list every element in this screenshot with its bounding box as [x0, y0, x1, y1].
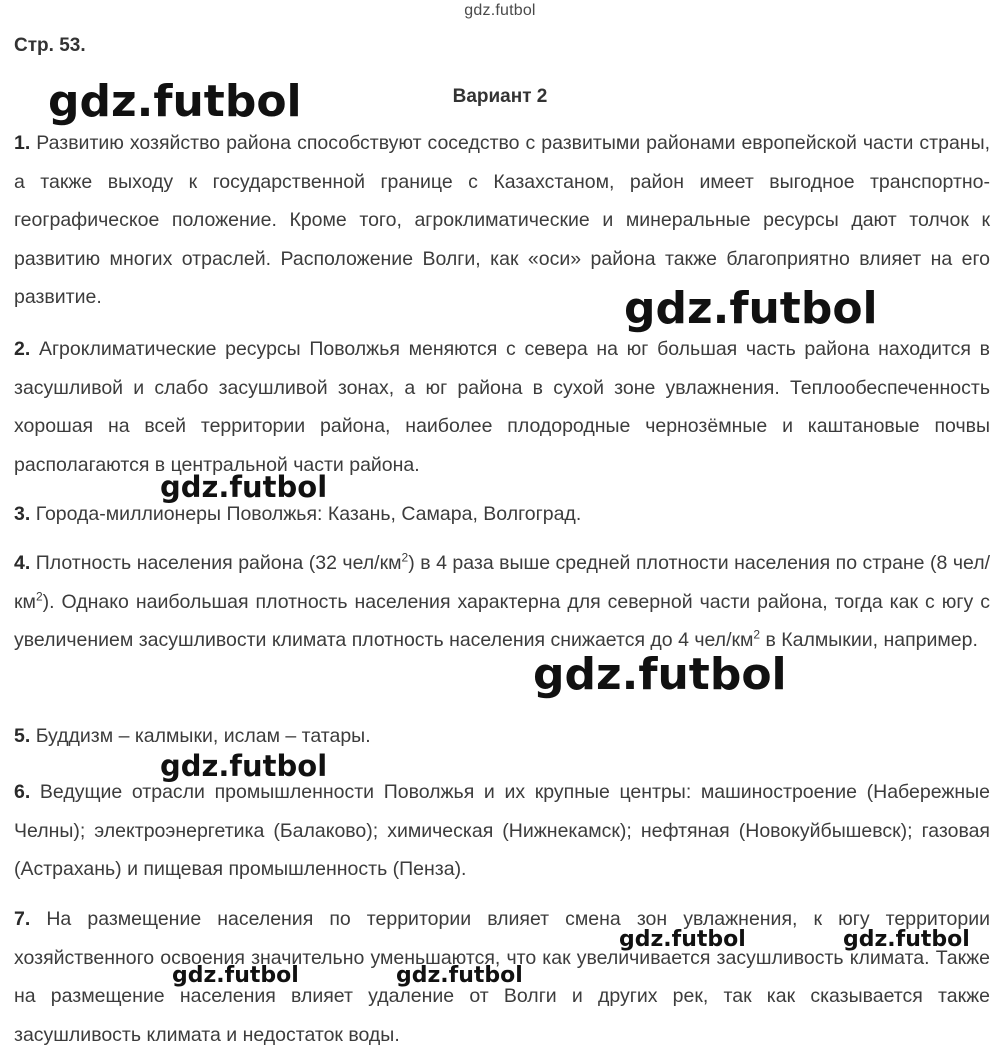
variant-title: Вариант 2: [452, 86, 548, 107]
answer-text-part: ) в 4 раза выше средней плотности населения по стране (8 чел/км: [14, 552, 991, 613]
answer-4: [14, 544, 990, 660]
answer-text: Агроклиматические ресурсы Поволжья меняются с севера на юг большая часть района находится в засушливой и слабо засушливой зонах, а юг района в сухой зоне увлажнения. Теплообеспеченность хорошая на всей территории района, наиболее плодородные чернозёмные и каштановые почвы располагаются в центральной части района.: [14, 338, 991, 476]
superscript: 2: [35, 589, 43, 604]
watermark: gdz.futbol: [160, 749, 328, 783]
answer-text: Буддизм – калмыки, ислам – татары.: [35, 725, 371, 747]
watermark: gdz.futbol: [172, 963, 299, 988]
top-watermark: gdz.futbol: [464, 2, 536, 19]
answer-text: Города-миллионеры Поволжья: Казань, Самара, Волгоград.: [35, 503, 582, 525]
answer-text: Ведущие отрасли промышленности Поволжья и их крупные центры: машиностроение (Набережные Челны); электроэнергетика (Балаково); химическая (Нижнекамск); нефтяная (Новокуйбышевск); газовая (Астрахань) и пищевая промышленность (Пенза).: [14, 781, 990, 881]
answer-number: 7.: [14, 908, 31, 930]
answer-number: 4.: [14, 552, 31, 574]
watermark: gdz.futbol: [843, 927, 970, 952]
answer-number: 3.: [14, 503, 31, 525]
answer-text-part: ). Однако наибольшая плотность населения характерна для северной части района, тогда как с югу с увеличением засушливости климата плотность населения снижается до 4 чел/км: [14, 590, 990, 652]
page-reference: Стр. 53.: [14, 35, 86, 56]
answer-number: 6.: [14, 781, 31, 803]
watermark: gdz.futbol: [533, 649, 787, 700]
answer-number: 1.: [14, 132, 31, 154]
answer-text: На размещение населения по территории влияет смена зон увлажнения, к югу территории хозяйственного освоения значительно уменьшаются, что как увеличивается засушливость климата. Также на размещение населения влияет удаление от Волги и других рек, так как сказывается также засушливость климата и недостаток воды.: [14, 908, 990, 1046]
watermark: gdz.futbol: [48, 76, 302, 127]
answer-text: Развитию хозяйство района способствуют соседство с развитыми районами европейской части страны, а также выходу к государственной границе с Казахстаном, район имеет выгодное транспортно-географическое положение. Кроме того, агроклиматические и минеральные ресурсы дают толчок к развитию многих отраслей. Расположение Волги, как «оси» района также благоприятно влияет на его развитие.: [14, 132, 991, 309]
answer-text-part: в Калмыкии, например.: [760, 629, 978, 652]
superscript: 2: [753, 627, 761, 642]
answer-2: [14, 330, 990, 484]
watermark: gdz.futbol: [624, 283, 878, 334]
watermark: gdz.futbol: [619, 927, 746, 952]
watermark: gdz.futbol: [160, 470, 328, 504]
answer-6: [14, 773, 990, 889]
answer-text-part: Плотность населения района (32 чел/км: [35, 552, 402, 574]
answer-number: 2.: [14, 338, 31, 360]
watermark: gdz.futbol: [396, 963, 523, 988]
superscript: 2: [401, 550, 409, 565]
answer-number: 5.: [14, 725, 31, 747]
